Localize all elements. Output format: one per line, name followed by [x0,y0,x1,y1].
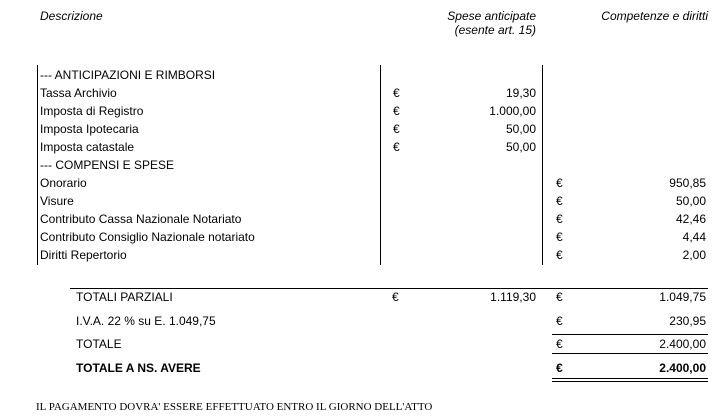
header-competenze: Competenze e diritti [601,9,708,23]
row-comp-value: 50,00 [675,194,706,208]
payment-note: IL PAGAMENTO DOVRA' ESSERE EFFETTUATO ENTRO IL GIORNO DELL'ATTO [36,401,433,413]
row-comp-value [600,66,706,84]
column-separator-spese [542,65,543,265]
iva-label: I.V.A. 22 % su E. 1.049,75 [76,314,216,328]
totali-parziali-spese-value: 1.119,30 [490,290,536,304]
totale-bottom-rule [552,353,708,354]
totali-parziali-comp-currency: € [556,290,563,304]
row-comp-value: 950,85 [669,176,706,190]
row-comp-value [600,120,706,138]
totale-avere-value: 2.400,00 [659,361,706,375]
row-spese-currency: € [393,86,400,100]
row-spese-value: 50,00 [505,140,536,154]
row-label: Imposta di Registro [40,104,144,118]
row-label: Imposta Ipotecaria [40,122,139,136]
row-comp-value [600,138,706,156]
totale-avere-currency: € [556,361,563,375]
row-comp-currency: € [556,176,563,190]
row-label: Imposta catastale [40,140,135,154]
iva-currency: € [556,314,563,328]
row-spese-value: 1.000,00 [489,104,536,118]
totale-currency: € [556,337,563,351]
row-comp-value [600,156,706,174]
column-separator-left [37,65,38,265]
row-comp-value [600,102,706,120]
row-spese-currency: € [393,104,400,118]
row-comp-currency: € [556,230,563,244]
header-descrizione: Descrizione [40,9,103,23]
row-comp-currency: € [556,212,563,226]
totale-value: 2.400,00 [659,337,706,351]
row-comp-value: 4,44 [682,230,706,244]
row-spese-value: 50,00 [505,122,536,136]
totali-parziali-spese-currency: € [392,290,399,304]
row-comp-currency: € [556,194,563,208]
row-label: Contributo Consiglio Nazionale notariato [40,230,255,244]
row-comp-value: 42,46 [675,212,706,226]
header-spese-line1: Spese anticipate [447,9,536,23]
totali-parziali-comp-value: 1.049,75 [659,290,706,304]
row-label: --- ANTICIPAZIONI E RIMBORSI [40,68,216,82]
row-label: --- COMPENSI E SPESE [40,158,175,172]
row-spese-value [440,66,536,84]
totale-avere-label: TOTALE A NS. AVERE [76,361,201,375]
row-label: Diritti Repertorio [40,248,127,262]
row-spese-value [440,210,536,228]
totali-parziali-label: TOTALI PARZIALI [76,290,173,304]
row-spese-currency: € [393,122,400,136]
row-comp-value [600,84,706,102]
row-spese-value [440,192,536,210]
row-spese-value [440,174,536,192]
totale-avere-rule-2 [552,381,708,382]
row-spese-value [440,228,536,246]
column-separator-description [380,65,381,265]
row-comp-currency: € [556,248,563,262]
row-spese-value [440,156,536,174]
iva-value: 230,95 [669,314,706,328]
row-spese-value: 19,30 [505,86,536,100]
totale-label: TOTALE [76,337,122,351]
row-comp-value: 2,00 [682,248,706,262]
header-spese-line2: (esente art. 15) [454,23,536,37]
row-spese-value [440,246,536,264]
row-label: Tassa Archivio [40,86,117,100]
row-spese-currency: € [393,140,400,154]
row-label: Onorario [40,176,87,190]
row-label: Visure [40,194,74,208]
totale-avere-rule-1 [552,378,708,379]
row-label: Contributo Cassa Nazionale Notariato [40,212,242,226]
